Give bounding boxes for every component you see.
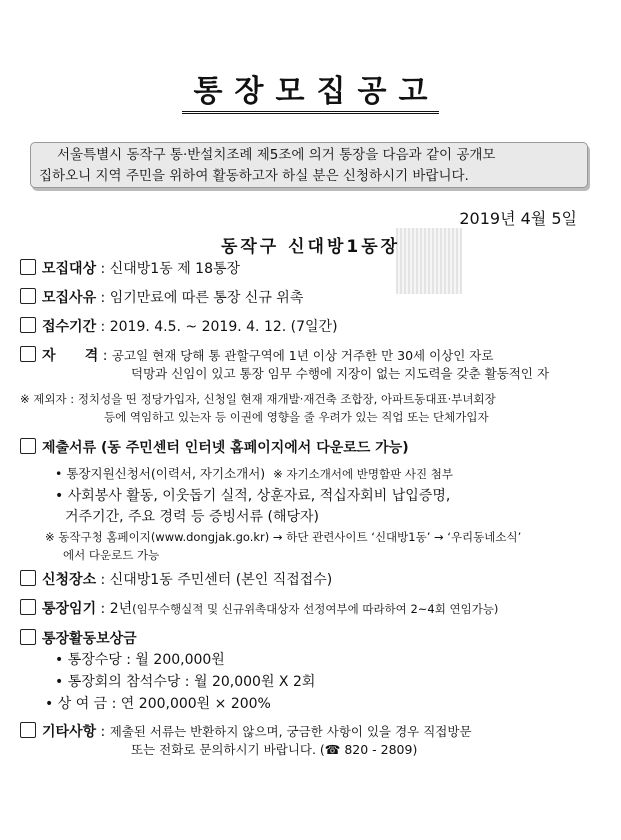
checkbox-icon [20,317,36,333]
item-qualification: 자 격 : 공고일 현재 당해 통 관할구역에 1년 이상 거주한 만 30세 이상인 자로 [20,346,493,365]
issuer: 동작구 신대방1동장 [220,237,401,257]
intro-line: 서울특별시 동작구 통·반설치조례 제5조에 의거 통장을 다음과 같이 공개모 [57,147,496,163]
intro-box [30,142,588,188]
checkbox-icon [20,288,36,304]
item-reason: 모집사유 : 임기만료에 따른 통장 신규 위촉 [20,288,303,307]
notice-date: 2019년 4월 5일 [459,209,577,228]
other-line2: 또는 전화로 문의하시기 바랍니다. (☎ 820 - 2809) [131,742,418,757]
excluded-line2: 등에 역임하고 있는자 등 이권에 영향을 줄 우려가 있는 직업 또는 단체가입자 [104,410,489,424]
checkbox-icon [20,438,36,454]
qualification-line2: 덕망과 신임이 있고 통장 임무 수행에 지장이 없는 지도력을 갖춘 활동적인 자 [131,366,550,381]
checkbox-icon [20,722,36,738]
documents-note: ※ 동작구청 홈페이지(www.dongjak.go.kr) → 하단 관련사이트 ‘신대방1동’ → ‘우리동네소식’ [45,530,522,544]
documents-note-cont: 에서 다운로드 가능 [63,548,160,562]
compensation-bullet: • 상 여 금 : 연 200,000원 × 200% [45,696,271,712]
documents-bullet-cont: 거주기간, 주요 경력 등 증빙서류 (해당자) [65,509,320,525]
item-excluded: ※ 제외자 : 정치성을 띤 정당가입자, 신청일 현재 재개발·재건축 조합장, 아파트동대표·부녀회장 [20,392,496,406]
item-term: 통장임기 : 2년(임무수행실적 및 신규위촉대상자 선정여부에 따라하여 2~4회 연임가능) [20,599,498,618]
page-title: 통장모집공고 [0,66,621,110]
checkbox-icon [20,259,36,275]
item-documents: 제출서류 (동 주민센터 인터넷 홈페이지에서 다운로드 가능) [20,438,409,457]
documents-bullet: • 사회봉사 활동, 이웃돕기 실적, 상훈자료, 적십자회비 납입증명, [55,488,451,504]
item-other: 기타사항 : 제출된 서류는 반환하지 않으며, 궁금한 사항이 있을 경우 직접방문 [20,722,472,741]
item-period: 접수기간 : 2019. 4.5. ~ 2019. 4. 12. (7일간) [20,317,338,336]
compensation-bullet: • 통장수당 : 월 200,000원 [55,652,225,668]
checkbox-icon [20,346,36,362]
documents-bullet: • 통장지원신청서(이력서, 자기소개서) ※ 자기소개서에 반명함판 사진 첨부 [55,466,453,481]
item-target: 모집대상 : 신대방1동 제 18통장 [20,259,240,278]
compensation-bullet: • 통장회의 참석수당 : 월 20,000원 X 2회 [55,674,316,690]
checkbox-icon [20,570,36,586]
checkbox-icon [20,629,36,645]
intro-line: 집하오니 지역 주민을 위하여 활동하고자 하실 분은 신청하시기 바랍니다. [39,168,469,184]
item-place: 신청장소 : 신대방1동 주민센터 (본인 직접접수) [20,570,332,589]
item-compensation: 통장활동보상금 [20,629,137,648]
checkbox-icon [20,599,36,615]
